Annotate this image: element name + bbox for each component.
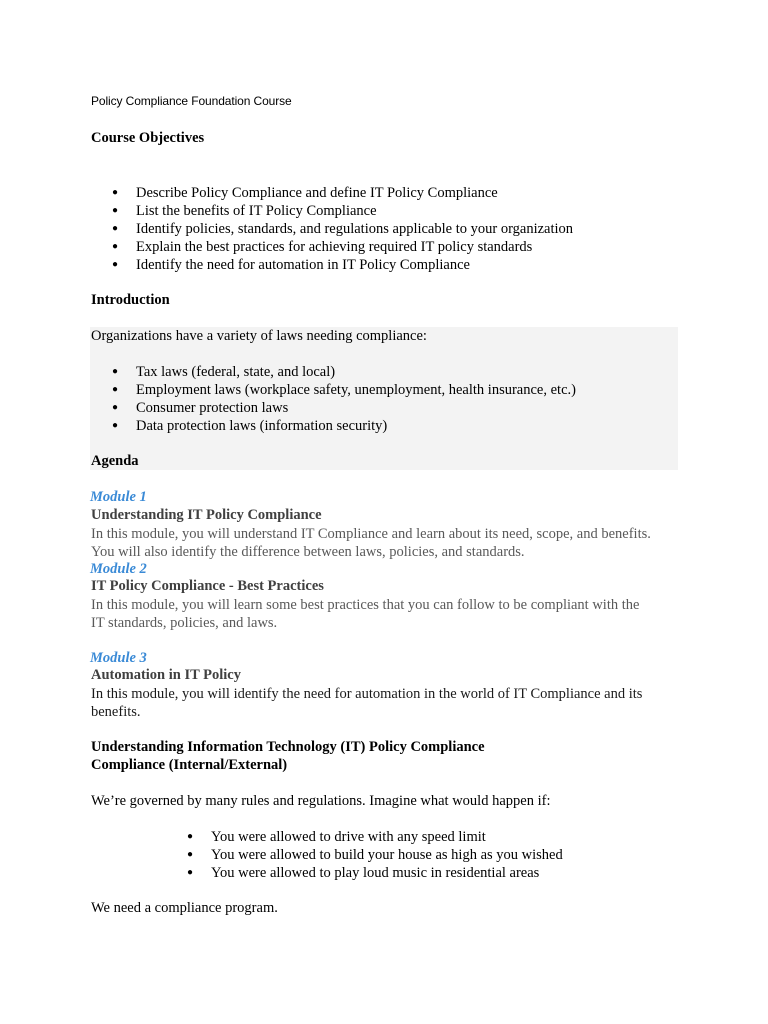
- list-item-text: Explain the best practices for achieving required IT policy standards: [136, 239, 533, 255]
- module-1-description-line: You will also identify the difference between laws, policies, and standards.: [91, 544, 525, 560]
- bullet-dot-icon: ●: [112, 187, 119, 198]
- module-3-label: Module 3: [90, 650, 147, 666]
- list-item-text: Describe Policy Compliance and define IT Policy Compliance: [136, 185, 498, 201]
- list-item: [112, 417, 576, 435]
- bullet-dot-icon: ●: [112, 241, 119, 252]
- list-item: [112, 399, 576, 417]
- bullet-dot-icon: ●: [112, 205, 119, 216]
- agenda-heading: Agenda: [91, 453, 139, 469]
- module-2-description: [91, 596, 681, 632]
- list-item: [112, 238, 573, 256]
- understanding-closing: We need a compliance program.: [91, 900, 278, 916]
- bullet-dot-icon: ●: [112, 420, 119, 431]
- bullet-dot-icon: ●: [112, 259, 119, 270]
- introduction-list: [112, 363, 576, 435]
- bullet-dot-icon: ●: [112, 384, 119, 395]
- objectives-list: [112, 184, 574, 274]
- document-title: Policy Compliance Foundation Course: [91, 94, 292, 108]
- list-item-text: Data protection laws (information security): [136, 418, 388, 434]
- bullet-dot-icon: ●: [187, 831, 194, 842]
- introduction-heading: Introduction: [91, 292, 170, 308]
- module-2-description-line: IT standards, policies, and laws.: [91, 615, 278, 631]
- list-item: [112, 184, 573, 202]
- list-item-text: List the benefits of IT Policy Compliance: [136, 203, 377, 219]
- module-3-description: [91, 685, 681, 721]
- module-1-description: [91, 525, 681, 561]
- list-item: [112, 220, 574, 238]
- list-item: [112, 381, 576, 399]
- understanding-heading: Understanding Information Technology (IT) Policy Compliance: [91, 739, 485, 755]
- objectives-heading: Course Objectives: [91, 130, 205, 146]
- module-3-description-line: In this module, you will identify the need for automation in the world of IT Compliance and its: [91, 686, 643, 702]
- module-1-description-line: In this module, you will understand IT Compliance and learn about its need, scope, and benefits.: [91, 526, 651, 542]
- bullet-dot-icon: ●: [187, 849, 194, 860]
- list-item: [187, 864, 563, 882]
- list-item-text: Consumer protection laws: [136, 400, 289, 416]
- list-item: [112, 256, 573, 274]
- bullet-dot-icon: ●: [112, 366, 119, 377]
- list-item: [187, 828, 563, 846]
- list-item-text: Tax laws (federal, state, and local): [136, 364, 336, 380]
- bullet-dot-icon: ●: [187, 867, 194, 878]
- introduction-lead: Organizations have a variety of laws needing compliance:: [91, 328, 427, 344]
- understanding-lead: We’re governed by many rules and regulations. Imagine what would happen if:: [91, 793, 551, 809]
- module-3-description-line: benefits.: [91, 704, 141, 720]
- module-2-description-line: In this module, you will learn some best practices that you can follow to be compliant with the: [91, 597, 640, 613]
- compliance-subheading: Compliance (Internal/External): [91, 757, 288, 773]
- list-item-text: Employment laws (workplace safety, unemployment, health insurance, etc.): [136, 382, 576, 398]
- module-1-title: Understanding IT Policy Compliance: [91, 507, 322, 523]
- list-item-text: Identify the need for automation in IT Policy Compliance: [136, 257, 470, 273]
- list-item: [112, 363, 576, 381]
- bullet-dot-icon: ●: [112, 402, 119, 413]
- list-item-text: You were allowed to build your house as high as you wished: [211, 847, 563, 863]
- module-1-label: Module 1: [90, 489, 147, 505]
- list-item-text: You were allowed to drive with any speed limit: [211, 829, 486, 845]
- bullet-dot-icon: ●: [112, 223, 119, 234]
- list-item-text: Identify policies, standards, and regulations applicable to your organization: [136, 221, 574, 237]
- module-2-title: IT Policy Compliance - Best Practices: [91, 578, 324, 594]
- list-item: [112, 202, 573, 220]
- understanding-list: [187, 828, 563, 882]
- list-item: [187, 846, 563, 864]
- list-item-text: You were allowed to play loud music in residential areas: [211, 865, 540, 881]
- module-2-label: Module 2: [90, 561, 147, 577]
- module-3-title: Automation in IT Policy: [91, 667, 241, 683]
